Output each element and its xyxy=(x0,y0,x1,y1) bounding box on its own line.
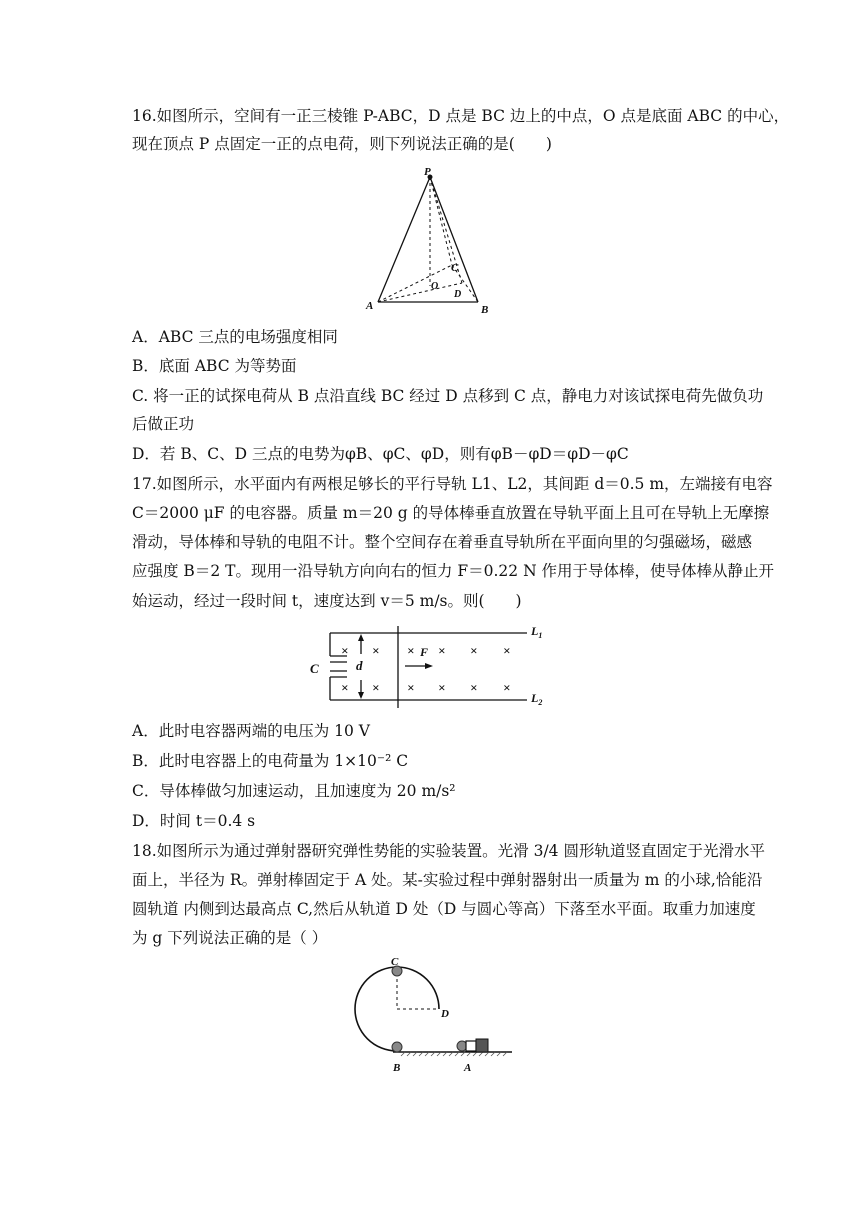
q17-field-cross: × xyxy=(503,680,511,695)
q16-option-b: B．底面 ABC 为等势面 xyxy=(132,357,297,375)
q17-field-cross: × xyxy=(372,680,380,695)
q16-stem-line-2: 现在顶点 P 点固定一正的点电荷，则下列说法正确的是( ) xyxy=(132,135,552,153)
q17-field-cross: × xyxy=(503,643,511,658)
q16-option-c-line-2: 后做正功 xyxy=(132,415,195,433)
q17-field-cross: × xyxy=(470,643,478,658)
q17-label-d: d xyxy=(356,658,363,673)
q16-option-d: D．若 B、C、D 三点的电势为φB、φC、φD，则有φB－φD＝φD－φC xyxy=(132,445,629,463)
q17-field-cross: × xyxy=(407,643,415,658)
q17-field-cross: × xyxy=(341,680,349,695)
q16-pyramid-figure xyxy=(360,165,500,317)
q16-label-C: C xyxy=(451,262,459,274)
q16-stem-line-1: 16.如图所示，空间有一正三棱锥 P-ABC，D 点是 BC 边上的中点，O 点是底面 ABC 的中心， xyxy=(132,107,790,125)
q17-stem-line-1: 17.如图所示，水平面内有两根足够长的平行导轨 L1、L2，其间距 d＝0.5 m，左端接有电容 xyxy=(132,475,773,493)
q17-stem-line-3: 滑动，导体棒和导轨的电阻不计。整个空间存在着垂直导轨所在平面向里的匀强磁场，磁感 xyxy=(132,533,753,551)
q17-field-cross: × xyxy=(407,680,415,695)
q17-field-cross: × xyxy=(372,643,380,658)
q17-label-L2: $L_2$ xyxy=(531,691,543,707)
q17-field-cross: × xyxy=(438,680,446,695)
q17-label-F: F xyxy=(420,645,429,659)
q16-label-O: O xyxy=(431,281,439,292)
q18-stem-line-4: 为 g 下列说法正确的是（ ） xyxy=(132,929,328,947)
q18-stem-line-2: 面上，半径为 R。弹射棒固定于 A 处。某-实验过程中弹射器射出一质量为 m 的小球,恰能沿 xyxy=(132,871,763,889)
q17-rail-figure xyxy=(305,622,555,712)
q17-label-C: C xyxy=(310,661,319,676)
q16-option-c-line-1: C. 将一正的试探电荷从 B 点沿直线 BC 经过 D 点移到 C 点，静电力对该试探电荷先做负功 xyxy=(132,387,764,405)
q18-track-figure xyxy=(345,955,525,1075)
q18-label-B: B xyxy=(393,1062,401,1074)
q16-label-B: B xyxy=(481,304,489,316)
q17-field-cross: × xyxy=(470,680,478,695)
q16-option-a: A．ABC 三点的电场强度相同 xyxy=(132,328,338,346)
q16-label-D: D xyxy=(454,289,462,300)
q17-option-d: D．时间 t＝0.4 s xyxy=(132,812,256,830)
q18-label-D: D xyxy=(441,1008,449,1020)
q17-option-c: C．导体棒做匀加速运动，且加速度为 20 m/s² xyxy=(132,782,456,800)
q17-option-b: B．此时电容器上的电荷量为 1×10⁻² C xyxy=(132,752,409,770)
q17-stem-line-5: 始运动，经过一段时间 t，速度达到 v＝5 m/s。则( ) xyxy=(132,592,522,610)
q17-field-cross: × xyxy=(438,643,446,658)
q17-label-L1: $L_1$ xyxy=(531,624,543,640)
q17-stem-line-2: C＝2000 μF 的电容器。质量 m＝20 g 的导体棒垂直放置在导轨平面上且可在导轨上无摩擦 xyxy=(132,504,770,522)
q17-stem-line-4: 应强度 B＝2 T。现用一沿导轨方向向右的恒力 F＝0.22 N 作用于导体棒，使导体棒从静止开 xyxy=(132,562,775,580)
q17-field-cross: × xyxy=(341,643,349,658)
q18-stem-line-1: 18.如图所示为通过弹射器研究弹性势能的实验装置。光滑 3/4 圆形轨道竖直固定于光滑水平 xyxy=(132,842,765,860)
q17-option-a: A．此时电容器两端的电压为 10 V xyxy=(132,722,370,740)
q18-label-C: C xyxy=(391,956,399,968)
q18-label-A: A xyxy=(464,1062,472,1074)
q16-label-P: P xyxy=(424,166,431,178)
q16-label-A: A xyxy=(366,300,374,312)
q18-stem-line-3: 圆轨道 内侧到达最高点 C,然后从轨道 D 处（D 与圆心等高）下落至水平面。取重力加速度 xyxy=(132,900,756,918)
